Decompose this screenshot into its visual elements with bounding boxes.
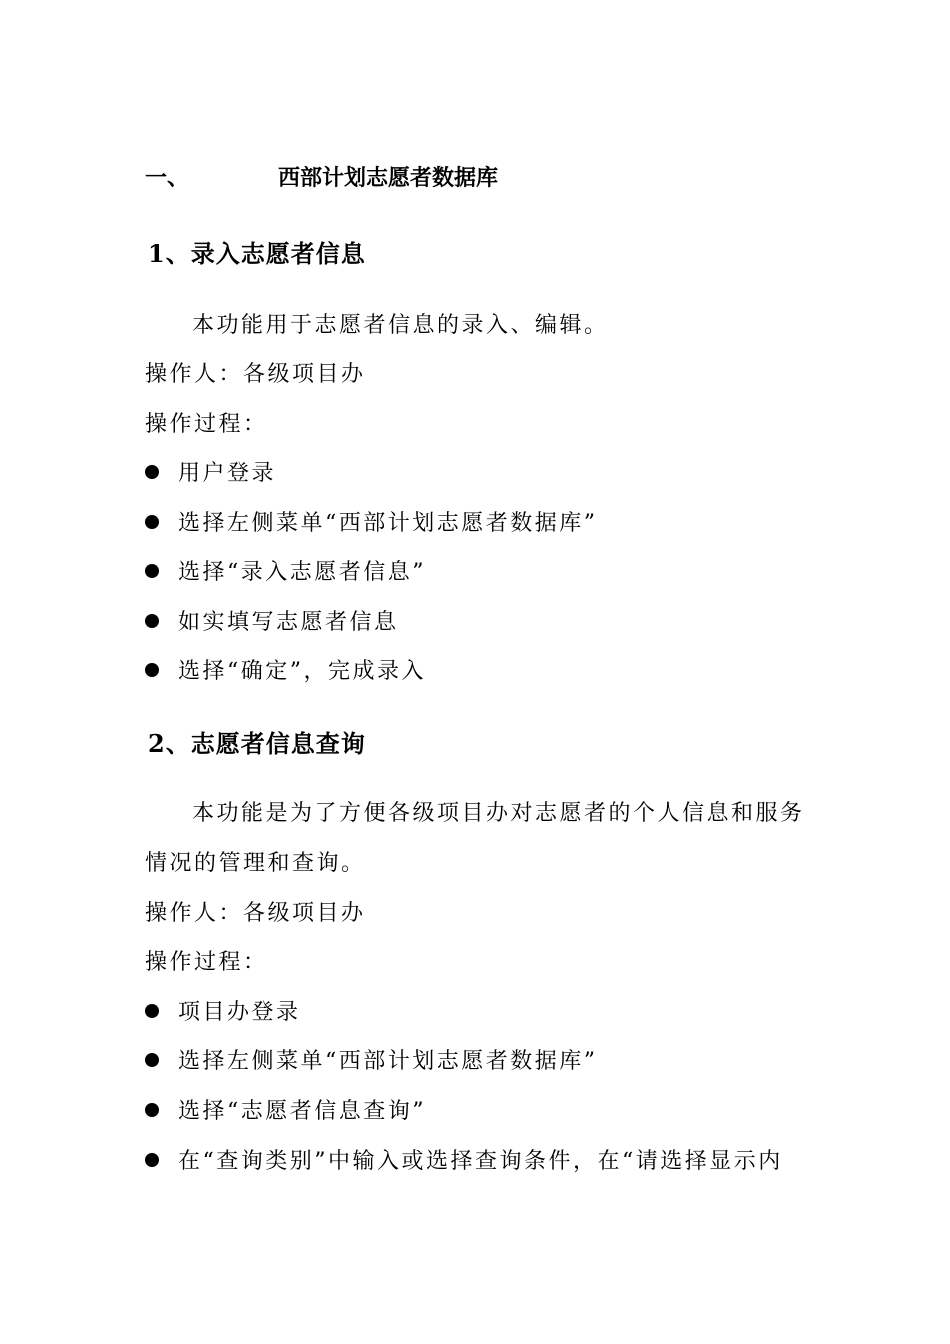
bullet-icon	[145, 614, 159, 628]
bullet-icon	[145, 1153, 159, 1167]
section1-title: 1、录入志愿者信息	[148, 239, 366, 268]
step-text: 选择左侧菜单“西部计划志愿者数据库”	[178, 511, 598, 536]
list-item	[145, 1047, 598, 1077]
bullet-icon	[145, 564, 159, 578]
step-text: 如实填写志愿者信息	[178, 610, 399, 635]
bullet-icon	[145, 1103, 159, 1117]
bullet-icon	[145, 1053, 159, 1067]
step-text: 选择“志愿者信息查询”	[178, 1099, 426, 1124]
section2-process-label: 操作过程：	[145, 950, 268, 975]
heading-title: 西部计划志愿者数据库	[278, 166, 499, 191]
step-text: 选择“录入志愿者信息”	[178, 560, 426, 585]
section2-intro-line1: 本功能是为了方便各级项目办对志愿者的个人信息和服务	[192, 801, 805, 826]
list-item	[145, 1147, 783, 1177]
step-text: 在“查询类别”中输入或选择查询条件，在“请选择显示内	[178, 1149, 783, 1174]
list-item	[145, 1097, 426, 1127]
bullet-icon	[145, 663, 159, 677]
step-text: 项目办登录	[178, 1000, 301, 1025]
list-item	[145, 657, 426, 687]
section2-title: 2、志愿者信息查询	[148, 729, 366, 758]
section2-operator: 操作人：各级项目办	[145, 901, 366, 926]
bullet-icon	[145, 465, 159, 479]
list-item	[145, 509, 598, 539]
list-item	[145, 998, 301, 1028]
step-text: 用户登录	[178, 461, 277, 486]
bullet-icon	[145, 515, 159, 529]
list-item	[145, 608, 399, 638]
heading-number: 一、	[145, 166, 190, 191]
section2-intro-line2: 情况的管理和查询。	[145, 851, 366, 876]
bullet-icon	[145, 1004, 159, 1018]
section1-process-label: 操作过程：	[145, 412, 268, 437]
section1-intro: 本功能用于志愿者信息的录入、编辑。	[192, 313, 609, 338]
step-text: 选择“确定”，完成录入	[178, 659, 426, 684]
step-text: 选择左侧菜单“西部计划志愿者数据库”	[178, 1049, 598, 1074]
section1-operator: 操作人：各级项目办	[145, 362, 366, 387]
list-item	[145, 558, 426, 588]
list-item	[145, 459, 276, 489]
